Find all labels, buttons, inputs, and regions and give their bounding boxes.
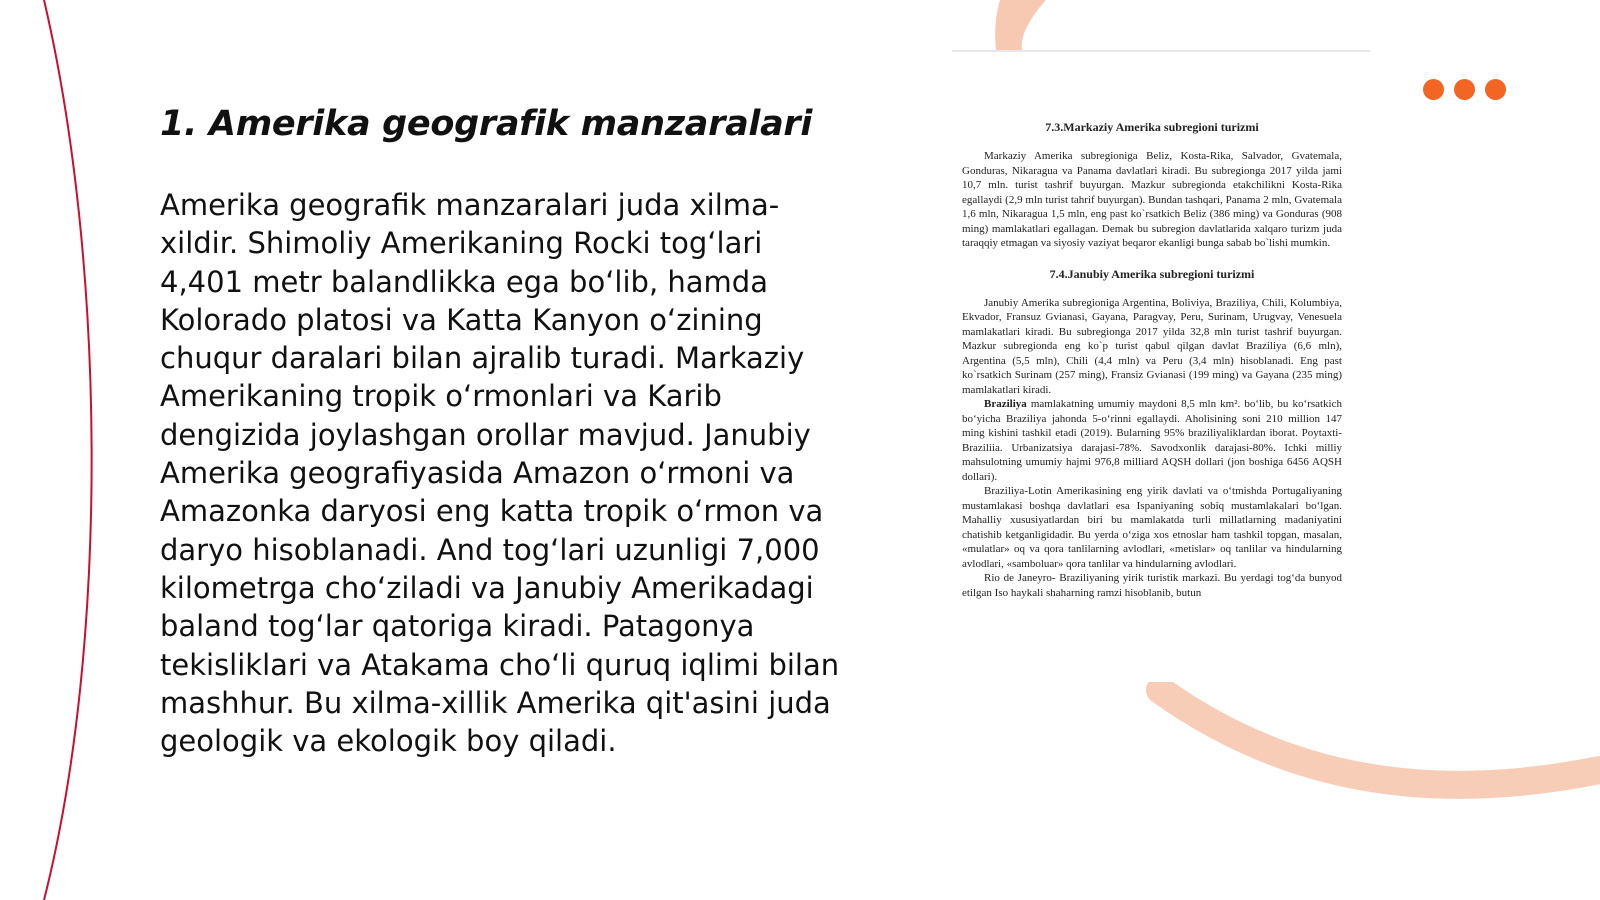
doc-paragraph-south-america: Janubiy Amerika subregioniga Argentina, Boliviya, Braziliya, Chili, Kolumbiya, Ekvador, Fransuz Gvianasi, Gayana, Paragvay, Peru, Surinam, Urugvay, Venesuela mamlakatlari kiradi. Bu subregionga 2017 yilda 32,8 mln turist tashrif buyurgan. Mazkur subregionda eng ko`p turist qabul qilgan davlat Braziliya (6,6 mln), Argentina (5,5 mln), Chili (4,4 mln) va Peru (3,4 mln) hisoblanadi. Eng past ko`rsatkich Surinam (257 ming), Fransiz Gvianasi (199 ming) va Gayana (235 ming) mamlakatlari kiradi.: [962, 296, 1342, 396]
doc-paragraph-brazil-history: Braziliya-Lotin Amerikasining eng yirik davlati va o‘tmishda Portugaliyaning mustamlakasi boshqa davlatlari esa Ispaniyaning sobiq mustamlakalari bo‘lgan. Mahalliy xususiyatlardan biri bu mamlakatda turli millatlarning madaniyatini chatishib ketganligidadir. Bu yerda o‘ziga xos etnoslar ham tashkil topgan, masalan, «mulatlar» oq va qora tanlilarning avlodlari, «metislar» oq tanlilar va hindularning avlodlari, «samboluar» qora tanlilar va hindularning avlodlari.: [962, 485, 1342, 570]
dot-1: [1423, 79, 1444, 100]
doc-brazil-text: mamlakatning umumiy maydoni 8,5 mln km². bo‘lib, bu ko‘rsatkich bo‘yicha Braziliya jahonda 5-o‘rinni egallaydi. Aholisining soni 210 million 147 ming kishini tashkil etadi (2019). Bularning 95% braziliyaliklardan iborat. Poytaxti- Braziliia. Urbanizatsiya darajasi-78%. Savodxonlik darajasi-80%. Ichki milliy mahsulotning umumiy hajmi 976,8 milliard AQSH dollari (jon boshiga 6456 AQSH dollari).: [962, 398, 1342, 483]
dot-2: [1454, 79, 1475, 100]
decorative-dots: [1423, 79, 1506, 100]
doc-paragraph-central-america: Markaziy Amerika subregioniga Beliz, Kosta-Rika, Salvador, Gvatemala, Gonduras, Nikaragua va Panama davlatlari kiradi. Bu subregionga 2017 yilda jami 10,7 mln. turist tashrif buyurgan. Mazkur subregionda etakchilikni Kosta-Rika egallaydi (2,9 mln turist tahrif buyurgan). Bundan tashqari, Panama 2 mln, Gvatemala 1,6 mln, Nikaragua 1,5 mln, eng past ko`rsatkich Beliz (386 ming) va Gonduras (908 ming) mamlakatlari egallagan. Demak bu subregion davlatlarida xalqaro turizm juda taraqqiy etmagan va siyosiy vaziyat beqaror ekanligi bunga sabab bo`lishi mumkin.: [962, 150, 1342, 249]
scanned-document-image: [952, 50, 1370, 682]
slide-title: 1. Amerika geografik manzaralari: [160, 104, 813, 144]
doc-paragraph-rio: Rio de Janeyro- Braziliyaning yirik turistik markazi. Bu yerdagi tog‘da bunyod etilgan Iso haykali shaharning ramzi hisoblanib, butun: [962, 572, 1342, 599]
doc-heading-south-america: 7.4.Janubiy Amerika subregioni turizmi: [1049, 266, 1255, 281]
doc-paragraph-brazil: [962, 397, 1342, 484]
scanned-document-text: [962, 120, 1342, 600]
doc-brazil-bold: Braziliya: [984, 398, 1027, 410]
top-orange-swoosh: [995, 0, 1046, 50]
left-curve-line: [44, 0, 92, 900]
slide-body-text: Amerika geografik manzaralari juda xilma-xildir. Shimoliy Amerikaning Rocki tog‘lari 4,401 metr balandlikka ega bo‘lib, hamda Kolorado platosi va Katta Kanyon o‘zining chuqur daralari bilan ajralib turadi. Markaziy Amerikaning tropik o‘rmonlari va Karib dengizida joylashgan orollar mavjud. Janubiy Amerika geografiyasida Amazon o‘rmoni va Amazonka daryosi eng katta tropik o‘rmon va daryo hisoblanadi. And tog‘lari uzunligi 7,000 kilometrga cho‘ziladi va Janubiy Amerikadagi baland tog‘lar qatoriga kiradi. Patagonya tekisliklari va Atakama cho‘li quruq iqlimi bilan mashhur. Bu xilma-xillik Amerika qit'asini juda geologik va ekologik boy qiladi.: [160, 188, 840, 759]
bottom-orange-swoosh: [1160, 690, 1600, 785]
doc-heading-central-america: 7.3.Markaziy Amerika subregioni turizmi: [1045, 120, 1259, 134]
dot-3: [1485, 79, 1506, 100]
